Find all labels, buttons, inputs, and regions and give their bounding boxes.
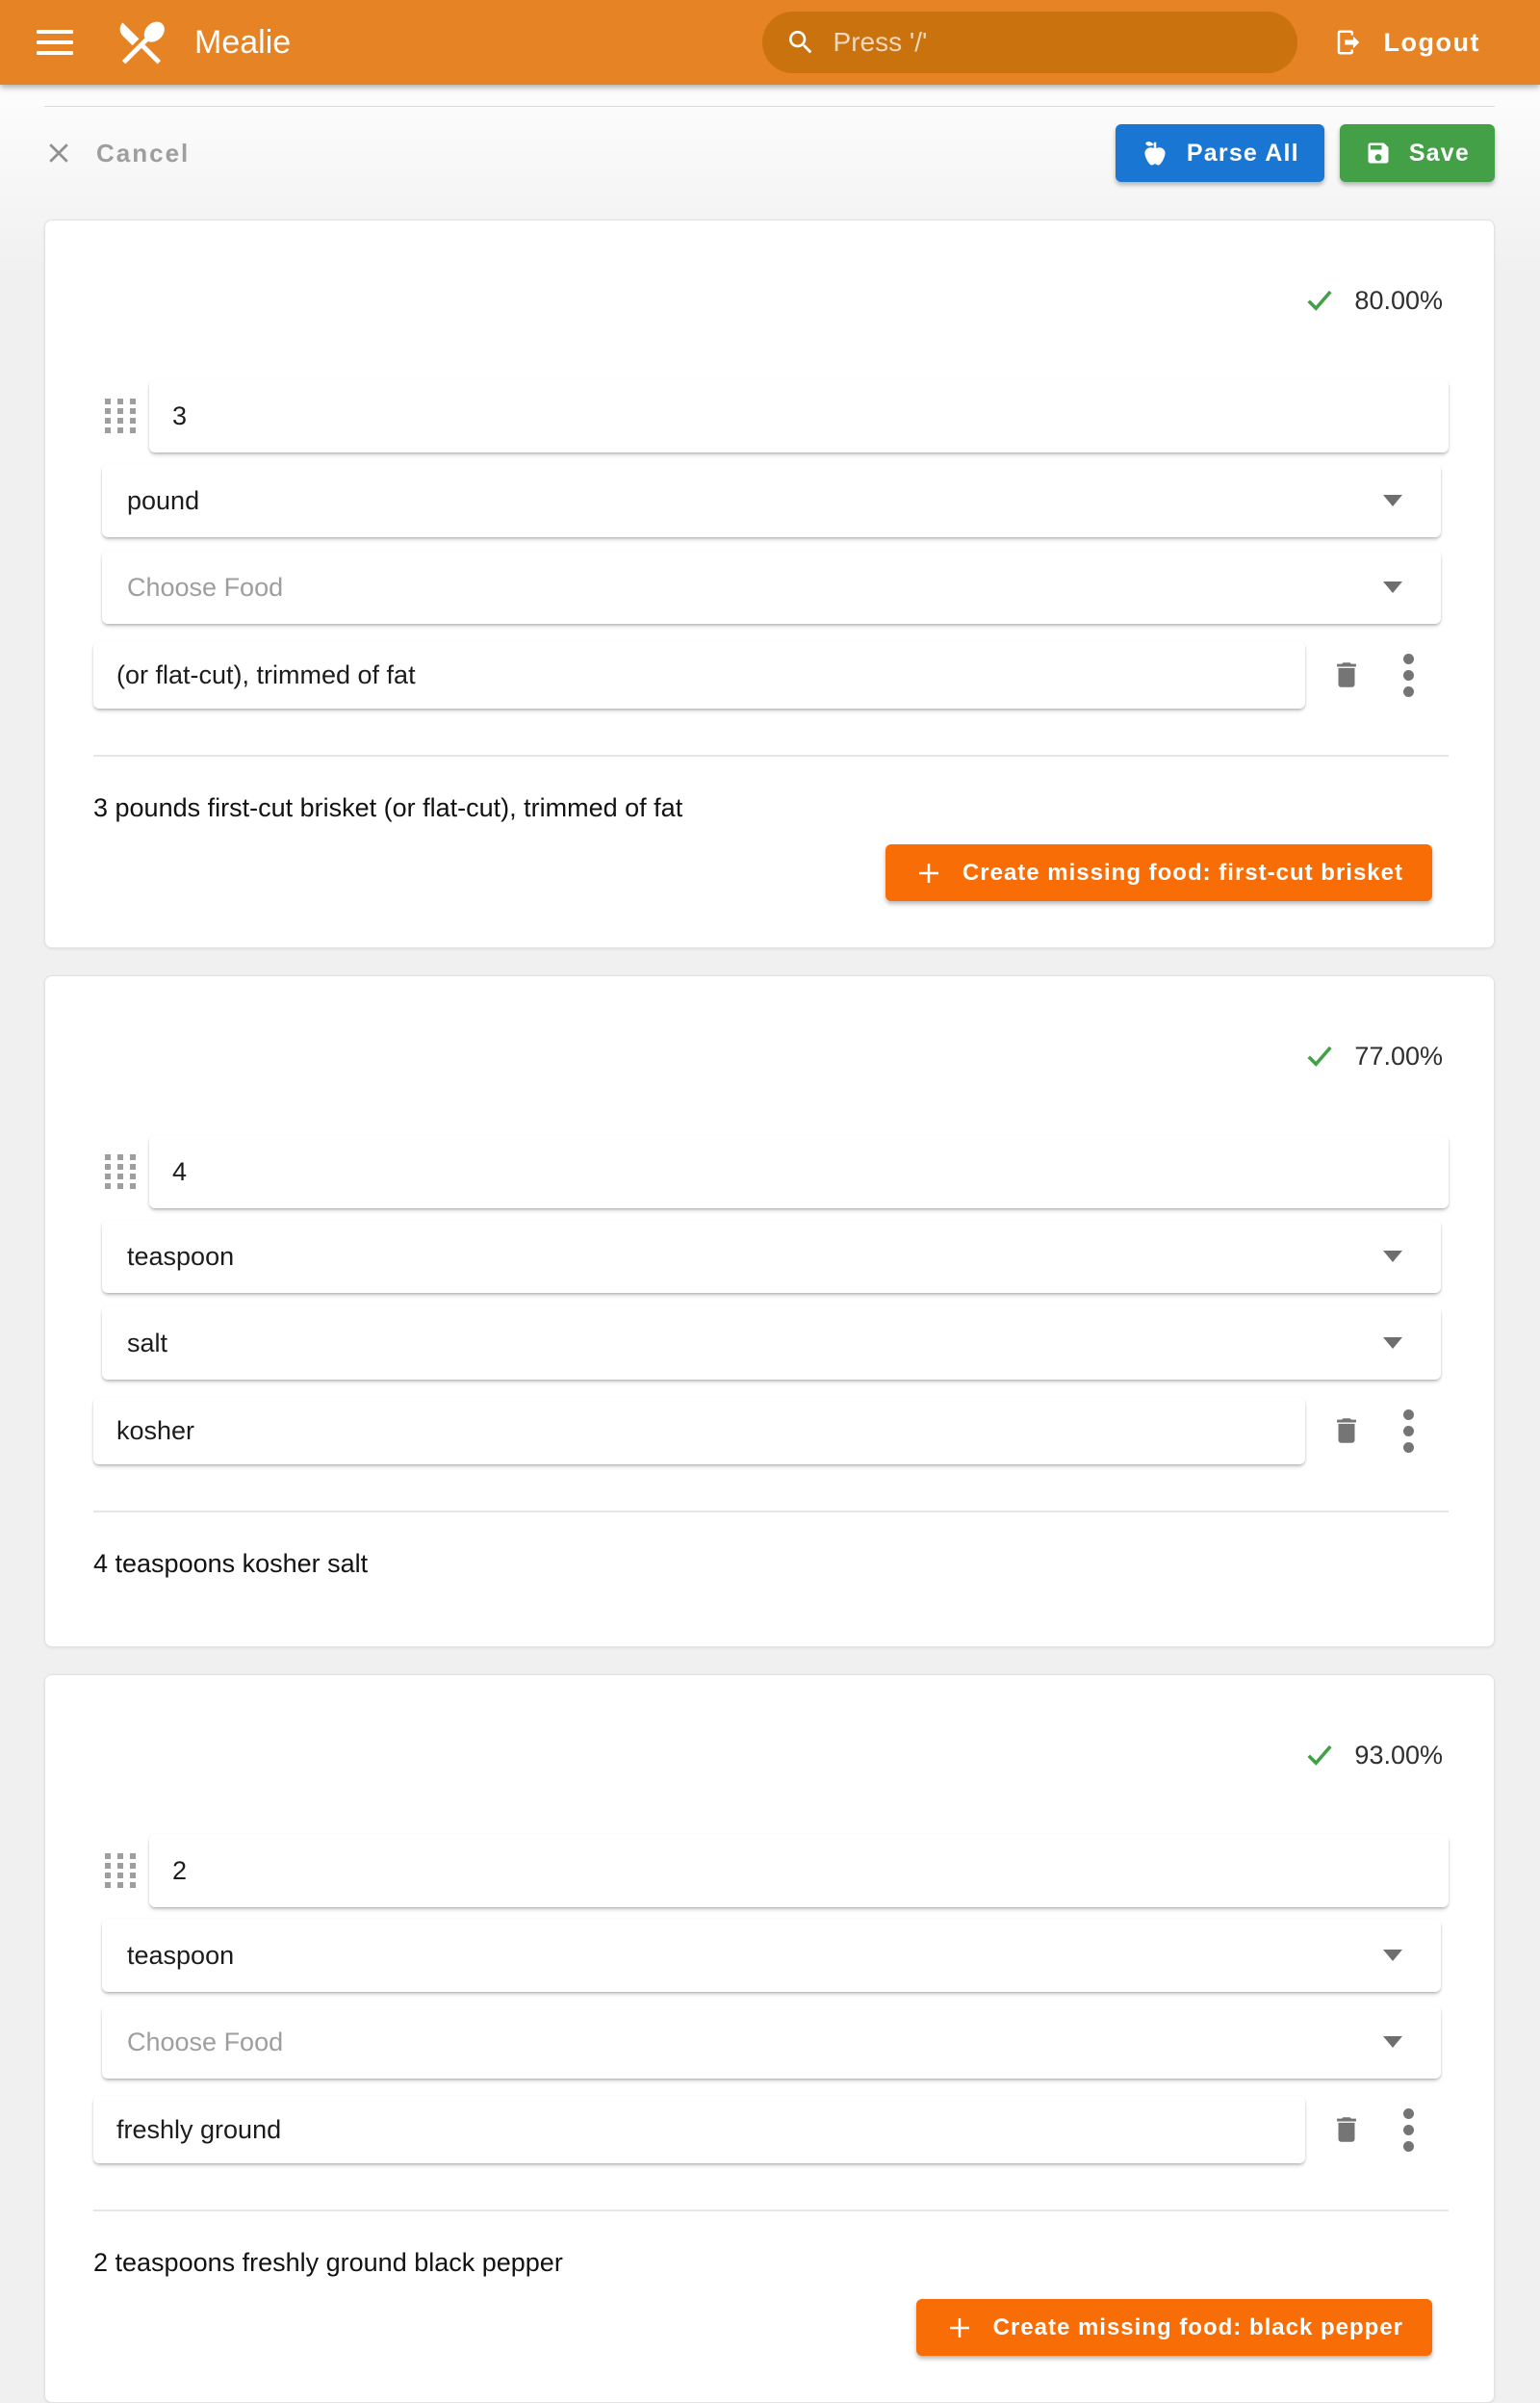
food-select[interactable] <box>102 1306 1441 1380</box>
more-options-icon[interactable] <box>1401 2108 1415 2152</box>
logout-icon <box>1334 28 1363 57</box>
create-food-row <box>61 844 1432 901</box>
confidence-value: 80.00% <box>1354 285 1443 315</box>
drag-handle-icon[interactable] <box>105 399 136 433</box>
chevron-down-icon <box>1383 1950 1402 1961</box>
card-divider <box>93 1511 1449 1512</box>
logout-label: Logout <box>1383 27 1480 57</box>
quantity-input[interactable] <box>149 1135 1449 1208</box>
original-ingredient-text: 2 teaspoons freshly ground black pepper <box>93 2248 563 2277</box>
parser-confidence <box>61 284 1443 317</box>
logout-button[interactable] <box>1334 28 1480 58</box>
food-select[interactable] <box>102 551 1441 624</box>
check-icon <box>1302 283 1337 318</box>
create-food-row <box>61 2299 1432 2356</box>
close-icon <box>44 139 73 168</box>
cancel-button[interactable] <box>44 139 190 168</box>
drag-handle-icon[interactable] <box>105 1853 136 1888</box>
check-icon <box>1302 1039 1337 1073</box>
quantity-row <box>105 379 1449 452</box>
note-row <box>93 641 1478 709</box>
delete-ingredient-button[interactable] <box>1330 2110 1363 2149</box>
cancel-label: Cancel <box>96 138 191 168</box>
unit-select[interactable] <box>102 1919 1441 1992</box>
app-title: Mealie <box>194 23 292 61</box>
unit-value: pound <box>127 485 200 515</box>
chevron-down-icon <box>1383 581 1402 593</box>
check-icon <box>1302 1738 1337 1772</box>
save-button[interactable] <box>1340 124 1495 182</box>
food-value: salt <box>127 1328 168 1357</box>
app-bar <box>0 0 1540 85</box>
search-input[interactable] <box>832 26 1274 59</box>
unit-select[interactable] <box>102 464 1441 537</box>
quantity-input[interactable] <box>149 379 1449 452</box>
editor-toolbar <box>44 86 1495 182</box>
chevron-down-icon <box>1383 1337 1402 1349</box>
ingredient-card <box>44 1674 1495 2403</box>
create-missing-food-label: Create missing food: black pepper <box>992 2313 1403 2340</box>
unit-value: teaspoon <box>127 1940 235 1970</box>
ingredient-card <box>44 220 1495 948</box>
confidence-value: 93.00% <box>1354 1740 1443 1770</box>
parser-confidence <box>61 1739 1443 1771</box>
ingredient-card <box>44 975 1495 1647</box>
save-icon <box>1365 140 1392 167</box>
unit-select[interactable] <box>102 1220 1441 1293</box>
page-content <box>0 85 1540 2403</box>
apple-icon <box>1141 139 1169 168</box>
toolbar-divider <box>44 106 1495 107</box>
quantity-row <box>105 1135 1449 1208</box>
drag-handle-icon[interactable] <box>105 1154 136 1189</box>
original-ingredient-text: 3 pounds first-cut brisket (or flat-cut), trimmed of fat <box>93 793 683 822</box>
note-row <box>93 1397 1478 1464</box>
create-missing-food-button[interactable] <box>886 844 1432 901</box>
note-input[interactable] <box>93 1397 1305 1464</box>
plus-icon <box>945 2313 974 2342</box>
plus-icon <box>914 859 943 888</box>
menu-icon[interactable] <box>37 30 73 55</box>
card-divider <box>93 755 1449 757</box>
food-placeholder: Choose Food <box>127 2027 284 2056</box>
mealie-logo-icon <box>114 14 169 70</box>
card-divider <box>93 2209 1449 2211</box>
quantity-input[interactable] <box>149 1834 1449 1907</box>
food-placeholder: Choose Food <box>127 572 284 602</box>
confidence-value: 77.00% <box>1354 1041 1443 1071</box>
quantity-row <box>105 1834 1449 1907</box>
toolbar-actions <box>1116 124 1495 182</box>
parse-all-label: Parse All <box>1186 139 1299 167</box>
unit-value: teaspoon <box>127 1241 235 1271</box>
note-input[interactable] <box>93 641 1305 709</box>
delete-ingredient-button[interactable] <box>1330 1411 1363 1450</box>
chevron-down-icon <box>1383 2036 1402 2048</box>
original-ingredient-text: 4 teaspoons kosher salt <box>93 1549 369 1578</box>
more-options-icon[interactable] <box>1401 1409 1415 1453</box>
chevron-down-icon <box>1383 495 1402 506</box>
parse-all-button[interactable] <box>1116 124 1324 182</box>
delete-ingredient-button[interactable] <box>1330 656 1363 694</box>
food-select[interactable] <box>102 2005 1441 2079</box>
chevron-down-icon <box>1383 1251 1402 1262</box>
more-options-icon[interactable] <box>1401 654 1415 697</box>
parser-confidence <box>61 1040 1443 1072</box>
search-bar[interactable] <box>762 12 1297 73</box>
search-icon <box>785 27 816 58</box>
create-missing-food-button[interactable] <box>916 2299 1432 2356</box>
note-input[interactable] <box>93 2096 1305 2163</box>
create-missing-food-label: Create missing food: first-cut brisket <box>962 859 1403 886</box>
save-label: Save <box>1408 139 1470 167</box>
note-row <box>93 2096 1478 2163</box>
